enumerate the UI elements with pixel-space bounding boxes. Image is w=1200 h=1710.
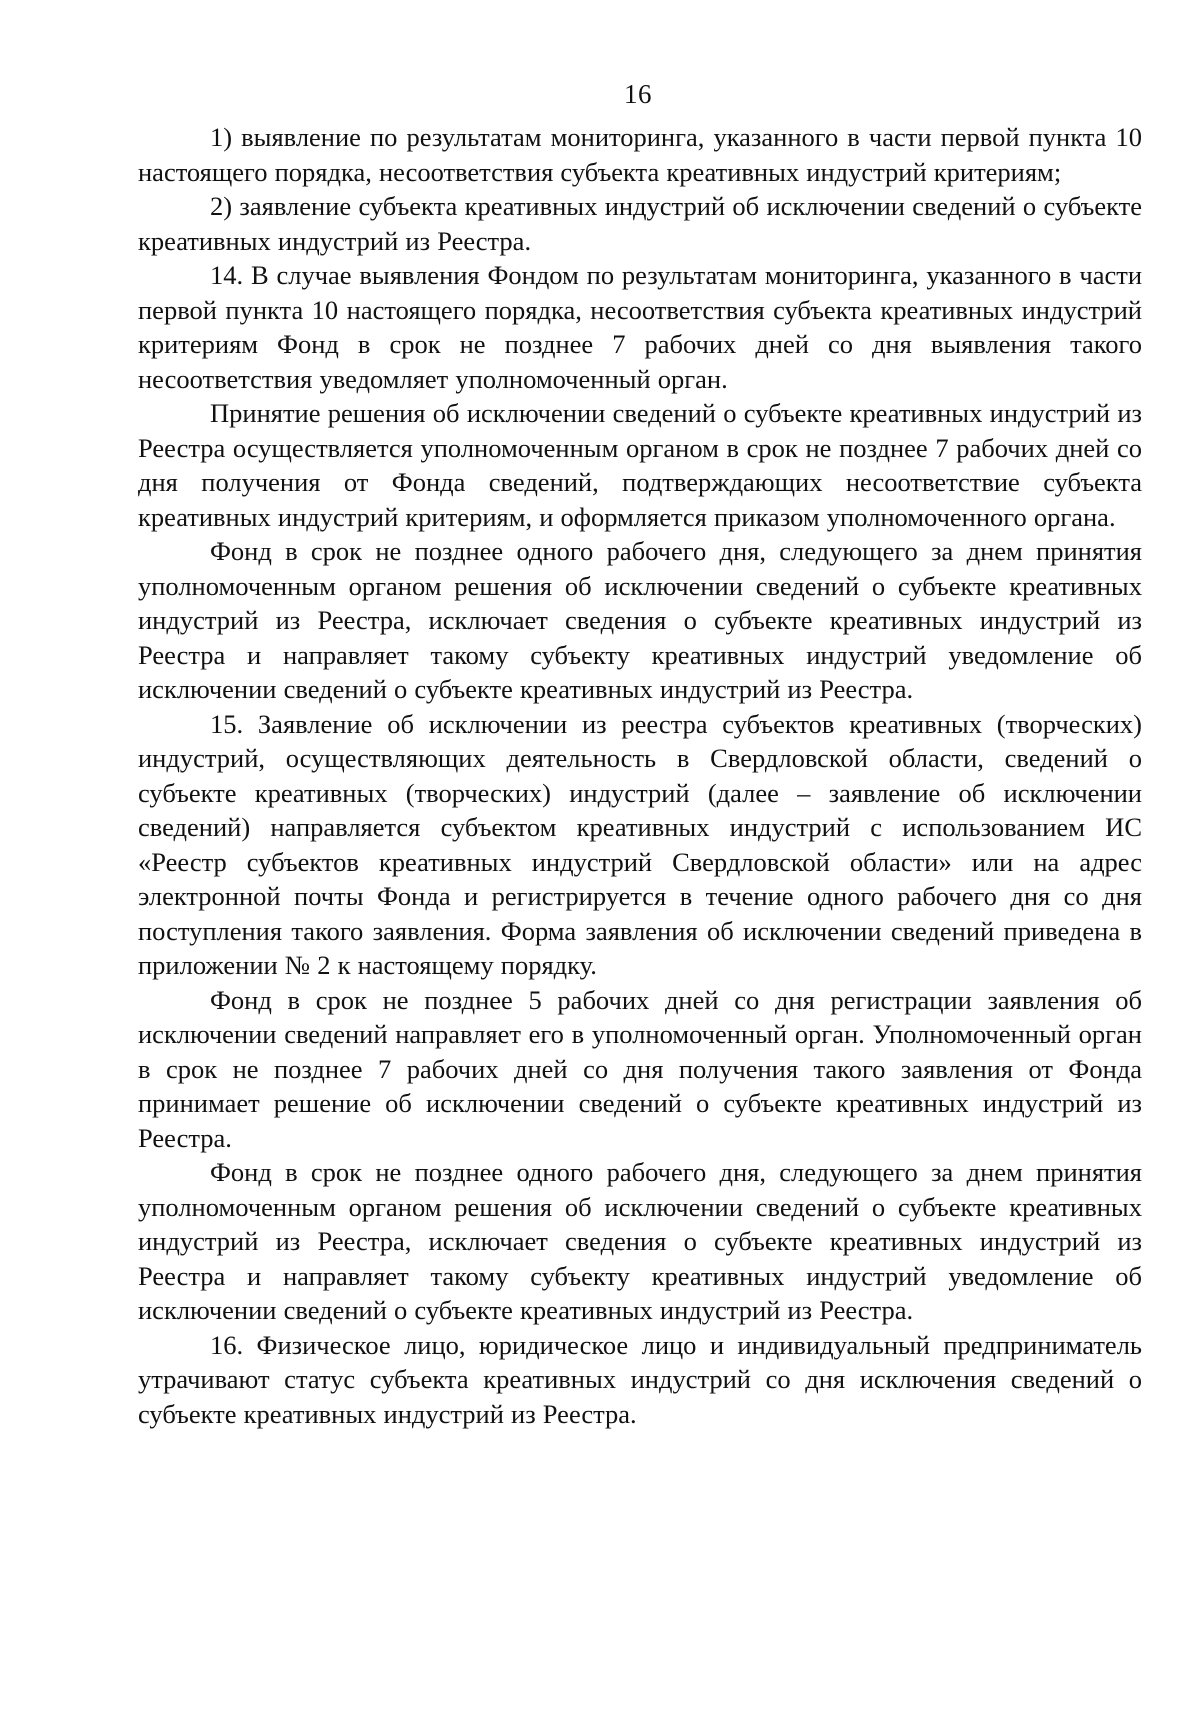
paragraph-clause-16: 16. Физическое лицо, юридическое лицо и индивидуальный предприниматель утрачивают статус субъекта креативных индустрий со дня исключения сведений о субъекте креативных индустрий из Реестра.	[138, 1329, 1142, 1429]
page-number: 16	[624, 79, 652, 109]
paragraph-fund-forwarding: Фонд в срок не позднее 5 рабочих дней со дня регистрации заявления об исключении сведений направляет его в уполномоченный орган. Уполномоченный орган в срок не позднее 7 рабочих дней со дня получения такого заявления от Фонда принимает решение об исключении сведений о субъекте креативных индустрий из Реестра.	[138, 984, 1142, 1153]
paragraph-fund-exclusion-notice: Фонд в срок не позднее одного рабочего дня, следующего за днем принятия уполномоченным органом решения об исключении сведений о субъекте креативных индустрий из Реестра, исключает сведения о субъекте креативных индустрий из Реестра и направляет такому субъекту креативных индустрий уведомление об исключении сведений о субъекте креативных индустрий из Реестра.	[138, 536, 1142, 704]
paragraph-clause-15: 15. Заявление об исключении из реестра субъектов креативных (творческих) индустрий, осуществляющих деятельность в Свердловской области, сведений о субъекте креативных (творческих) индустрий (далее – заявление об исключении сведений) направляется субъектом креативных индустрий с использованием ИС «Реестр субъектов креативных индустрий Свердловской области» или на адрес электронной почты Фонда и регистрируется в течение одного рабочего дня со дня поступления такого заявления. Форма заявления об исключении сведений приведена в приложении № 2 к настоящему порядку.	[138, 708, 1142, 980]
paragraph-decision-exclusion: Принятие решения об исключении сведений о субъекте креативных индустрий из Реестра осуществляется уполномоченным органом в срок не позднее 7 рабочих дней со дня получения от Фонда сведений, подтверждающих несоответствие субъекта креативных индустрий критериям, и оформляется приказом уполномоченного органа.	[138, 398, 1142, 532]
paragraph-item-1-monitoring: 1) выявление по результатам мониторинга, указанного в части первой пункта 10 настоящего порядка, несоответствия субъекта креативных индустрий критериям;	[138, 122, 1142, 187]
paragraph-fund-exclusion-notice-2: Фонд в срок не позднее одного рабочего дня, следующего за днем принятия уполномоченным органом решения об исключении сведений о субъекте креативных индустрий из Реестра, исключает сведения о субъекте креативных индустрий из Реестра и направляет такому субъекту креативных индустрий уведомление об исключении сведений о субъекте креативных индустрий из Реестра.	[138, 1157, 1142, 1325]
paragraph-clause-14: 14. В случае выявления Фондом по результатам мониторинга, указанного в части первой пункта 10 настоящего порядка, несоответствия субъекта креативных индустрий критериям Фонд в срок не позднее 7 рабочих дней со дня выявления такого несоответствия уведомляет уполномоченный орган.	[138, 260, 1142, 394]
document-body	[138, 120, 1142, 1431]
paragraph-item-2-application: 2) заявление субъекта креативных индустрий об исключении сведений о субъекте креативных индустрий из Реестра.	[138, 191, 1142, 256]
